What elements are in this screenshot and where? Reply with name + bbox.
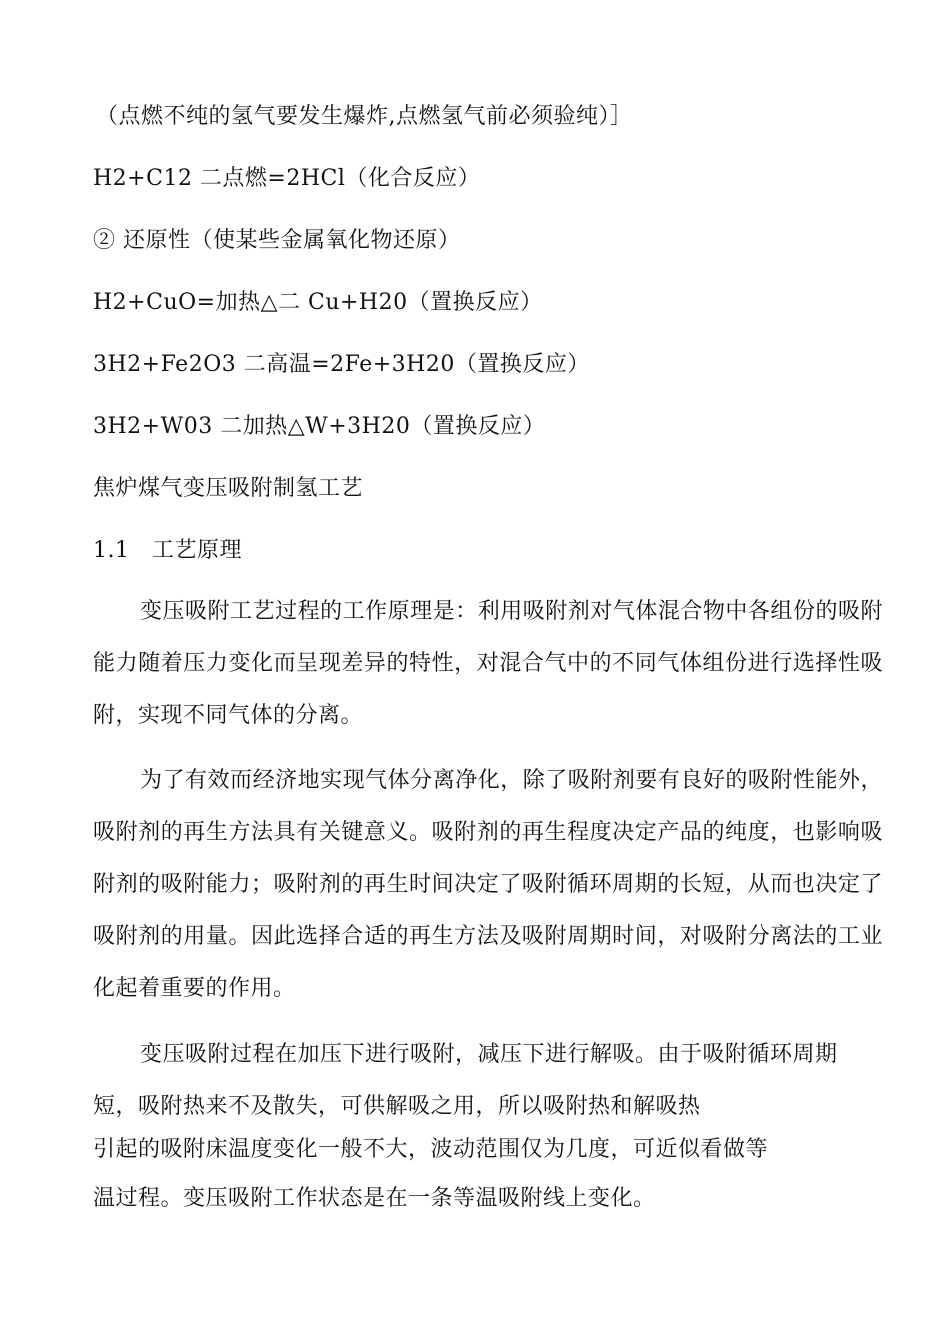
section-heading: 焦炉煤气变压吸附制氢工艺 <box>93 476 364 501</box>
text-line-equation-wo3: 3H2+W03 二加热△W+3H20（置换反应） <box>93 414 546 439</box>
text-line-equation-hcl: H2+C12 二点燃=2HCl（化合反应） <box>93 166 481 191</box>
paragraph-last-line-4: 温过程。变压吸附工作状态是在一条等温吸附线上变化。 <box>93 1186 656 1211</box>
paragraph-principle: 变压吸附工艺过程的工作原理是：利用吸附剂对气体混合物中各组份的吸附能力随着压力变化而呈现差异的特性，对混合气中的不同气体组份进行选择性吸附，实现不同气体的分离。 <box>93 599 883 728</box>
subsection-heading: 1.1 工艺原理 <box>93 538 242 563</box>
paragraph-regeneration: 为了有效而经济地实现气体分离净化，除了吸附剂要有良好的吸附性能外，吸附剂的再生方法具有关键意义。吸附剂的再生程度决定产品的纯度，也影响吸附剂的吸附能力；吸附剂的再生时间决定了吸附循环周期的长短，从而也决定了吸附剂的用量。因此选择合适的再生方法及吸附周期时间，对吸附分离法的工业化起着重要的作用。 <box>93 768 883 1001</box>
paragraph-last-line-1: 变压吸附过程在加压下进行吸附，减压下进行解吸。由于吸附循环周期 <box>140 1042 838 1067</box>
paragraph-last-line-3: 引起的吸附床温度变化一般不大，波动范围仅为几度，可近似看做等 <box>93 1137 769 1162</box>
text-line-equation-cuo: H2+CuO=加热△二 Cu+H20（置换反应） <box>93 290 543 315</box>
text-line-equation-fe2o3: 3H2+Fe2O3 二高温=2Fe+3H20（置换反应） <box>93 352 590 377</box>
paragraph-last-line-2: 短，吸附热来不及散失，可供解吸之用，所以吸附热和解吸热 <box>93 1094 701 1119</box>
text-line-purity-note: （点燃不纯的氢气要发生爆炸,点燃氢气前必须验纯）］ <box>96 104 633 129</box>
text-line-reducibility: ② 还原性（使某些金属氧化物还原） <box>93 228 461 253</box>
